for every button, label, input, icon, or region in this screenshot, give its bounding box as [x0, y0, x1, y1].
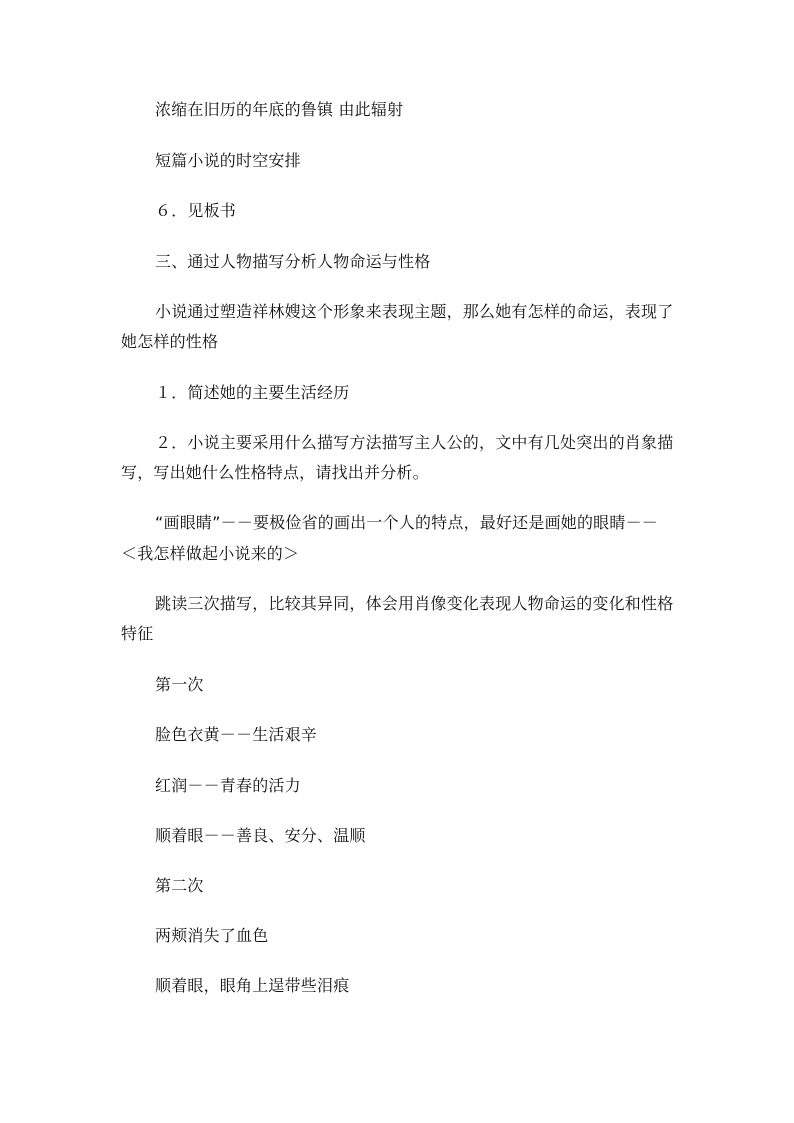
paragraph-line: ２．小说主要采用什么描写方法描写主人公的，文中有几处突出的肖象描 — [155, 433, 674, 452]
text-line: 顺着眼－－善良、安分、温顺 — [155, 826, 366, 845]
paragraph-line: 她怎样的性格 — [121, 332, 219, 351]
paragraph-line: “画眼睛”－－要极俭省的画出一个人的特点，最好还是画她的眼睛－－ — [155, 513, 658, 532]
text-line: ６．见板书 — [155, 201, 237, 220]
text-line: 第二次 — [155, 876, 204, 895]
paragraph-line: 小说通过塑造祥林嫂这个形象来表现主题，那么她有怎样的命运，表现了 — [155, 302, 674, 321]
section-heading: 三、通过人物描写分析人物命运与性格 — [155, 252, 431, 271]
text-line: 第一次 — [155, 675, 204, 694]
text-line: 脸色衣黄－－生活艰辛 — [155, 725, 318, 744]
paragraph-line: ＜我怎样做起小说来的＞ — [121, 544, 300, 563]
text-line: 红润－－青春的活力 — [155, 776, 301, 795]
paragraph-line: 写，写出她什么性格特点，请找出并分析。 — [121, 463, 429, 482]
text-line: 两颊消失了血色 — [155, 926, 269, 945]
text-line: 顺着眼，眼角上逞带些泪痕 — [155, 976, 350, 995]
paragraph-line: 特征 — [121, 624, 154, 643]
text-line: １．简述她的主要生活经历 — [155, 383, 350, 402]
text-line: 浓缩在旧历的年底的鲁镇 由此辐射 — [155, 100, 404, 119]
paragraph-line: 跳读三次描写，比较其异同，体会用肖像变化表现人物命运的变化和性格 — [155, 594, 674, 613]
text-line: 短篇小说的时空安排 — [155, 151, 301, 170]
